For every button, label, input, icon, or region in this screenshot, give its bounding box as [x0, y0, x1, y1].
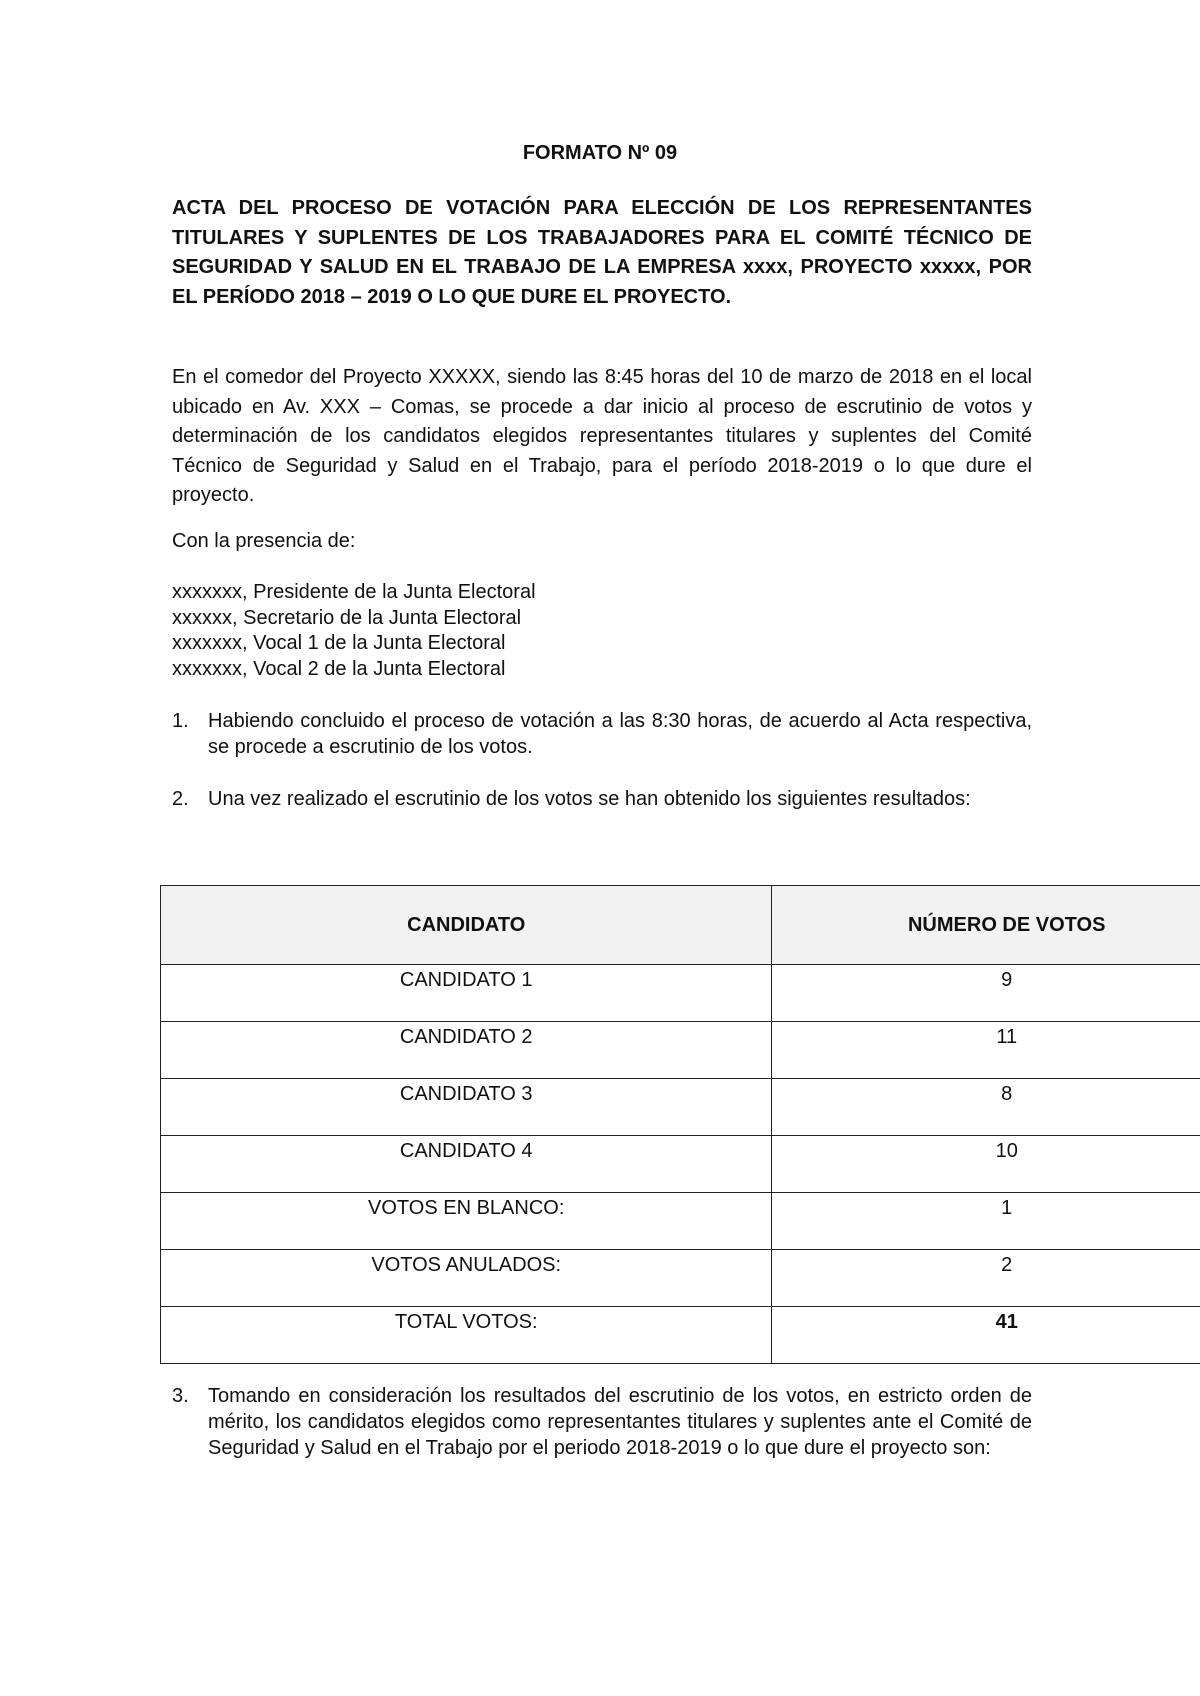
official-vocal-1: xxxxxxx, Vocal 1 de la Junta Electoral — [172, 632, 506, 654]
list-item-text: Tomando en consideración los resultados del escrutinio de los votos, en estricto orden de mérito, los candidatos elegidos como representantes titulares y suplentes ante el Comité de Seguridad y Salud en el Trabajo por el periodo 2018-2019 o lo que dure el proyecto son: — [208, 1385, 1032, 1459]
table-header-row — [161, 886, 1200, 965]
table-row — [161, 1136, 1200, 1193]
votes-cell: 8 — [772, 1079, 1200, 1136]
header-vote-count: NÚMERO DE VOTOS — [772, 886, 1200, 965]
blank-votes-cell: 1 — [772, 1193, 1200, 1250]
list-item-1 — [172, 708, 1032, 760]
table-row — [161, 1193, 1200, 1250]
votes-cell: 9 — [772, 965, 1200, 1022]
official-vocal-2: xxxxxxx, Vocal 2 de la Junta Electoral — [172, 657, 506, 680]
candidate-cell: CANDIDATO 1 — [161, 965, 772, 1022]
list-item-text: Una vez realizado el escrutinio de los votos se han obtenido los siguientes resultados: — [208, 788, 971, 810]
list-item-number: 2. — [172, 788, 189, 810]
total-votes-cell: 41 — [772, 1307, 1200, 1364]
list-item-3 — [172, 1383, 1032, 1461]
list-item-number: 3. — [172, 1385, 189, 1407]
blank-votes-label: VOTOS EN BLANCO: — [161, 1193, 772, 1250]
table-row — [161, 1250, 1200, 1307]
candidate-cell: CANDIDATO 2 — [161, 1022, 772, 1079]
table-row — [161, 1079, 1200, 1136]
acta-title: ACTA DEL PROCESO DE VOTACIÓN PARA ELECCIÓN DE LOS REPRESENTANTES TITULARES Y SUPLENTES DE LOS TRABAJADORES PARA EL COMITÉ TÉCNICO DE SEGURIDAD Y SALUD EN EL TRABAJO DE LA EMPRESA xxxx, PROYECTO xxxxx, POR EL PERÍODO 2018 – 2019 O LO QUE DURE EL PROYECTO. — [172, 197, 1032, 308]
list-item-2 — [172, 786, 1032, 812]
header-candidate: CANDIDATO — [161, 886, 772, 965]
annulled-votes-cell: 2 — [772, 1250, 1200, 1307]
table-row — [161, 965, 1200, 1022]
candidate-cell: CANDIDATO 4 — [161, 1136, 772, 1193]
official-secretary: xxxxxx, Secretario de la Junta Electoral — [172, 606, 522, 629]
intro-paragraph: En el comedor del Proyecto XXXXX, siendo las 8:45 horas del 10 de marzo de 2018 en el local ubicado en Av. XXX – Comas, se procede a dar inicio al proceso de escrutinio de votos y determinación de los candidatos elegidos representantes titulares y suplentes del Comité Técnico de Seguridad y Salud en el Trabajo, para el período 2018-2019 o lo que dure el proyecto. — [172, 366, 1032, 506]
candidate-cell: CANDIDATO 3 — [161, 1079, 772, 1136]
votes-cell: 10 — [772, 1136, 1200, 1193]
official-president: xxxxxxx, Presidente de la Junta Electoral — [172, 581, 536, 603]
list-item-text: Habiendo concluido el proceso de votación a las 8:30 horas, de acuerdo al Acta respectiva, se procede a escrutinio de los votos. — [208, 710, 1032, 758]
format-title: FORMATO Nº 09 — [522, 142, 678, 164]
officials-list — [172, 580, 536, 682]
total-votes-label: TOTAL VOTOS: — [161, 1307, 772, 1364]
votes-cell: 11 — [772, 1022, 1200, 1079]
annulled-votes-label: VOTOS ANULADOS: — [161, 1250, 772, 1307]
table-row — [161, 1022, 1200, 1079]
presence-label: Con la presencia de: — [172, 530, 356, 552]
list-item-number: 1. — [172, 710, 189, 732]
table-row-total — [161, 1307, 1200, 1364]
results-table — [160, 885, 1200, 1364]
